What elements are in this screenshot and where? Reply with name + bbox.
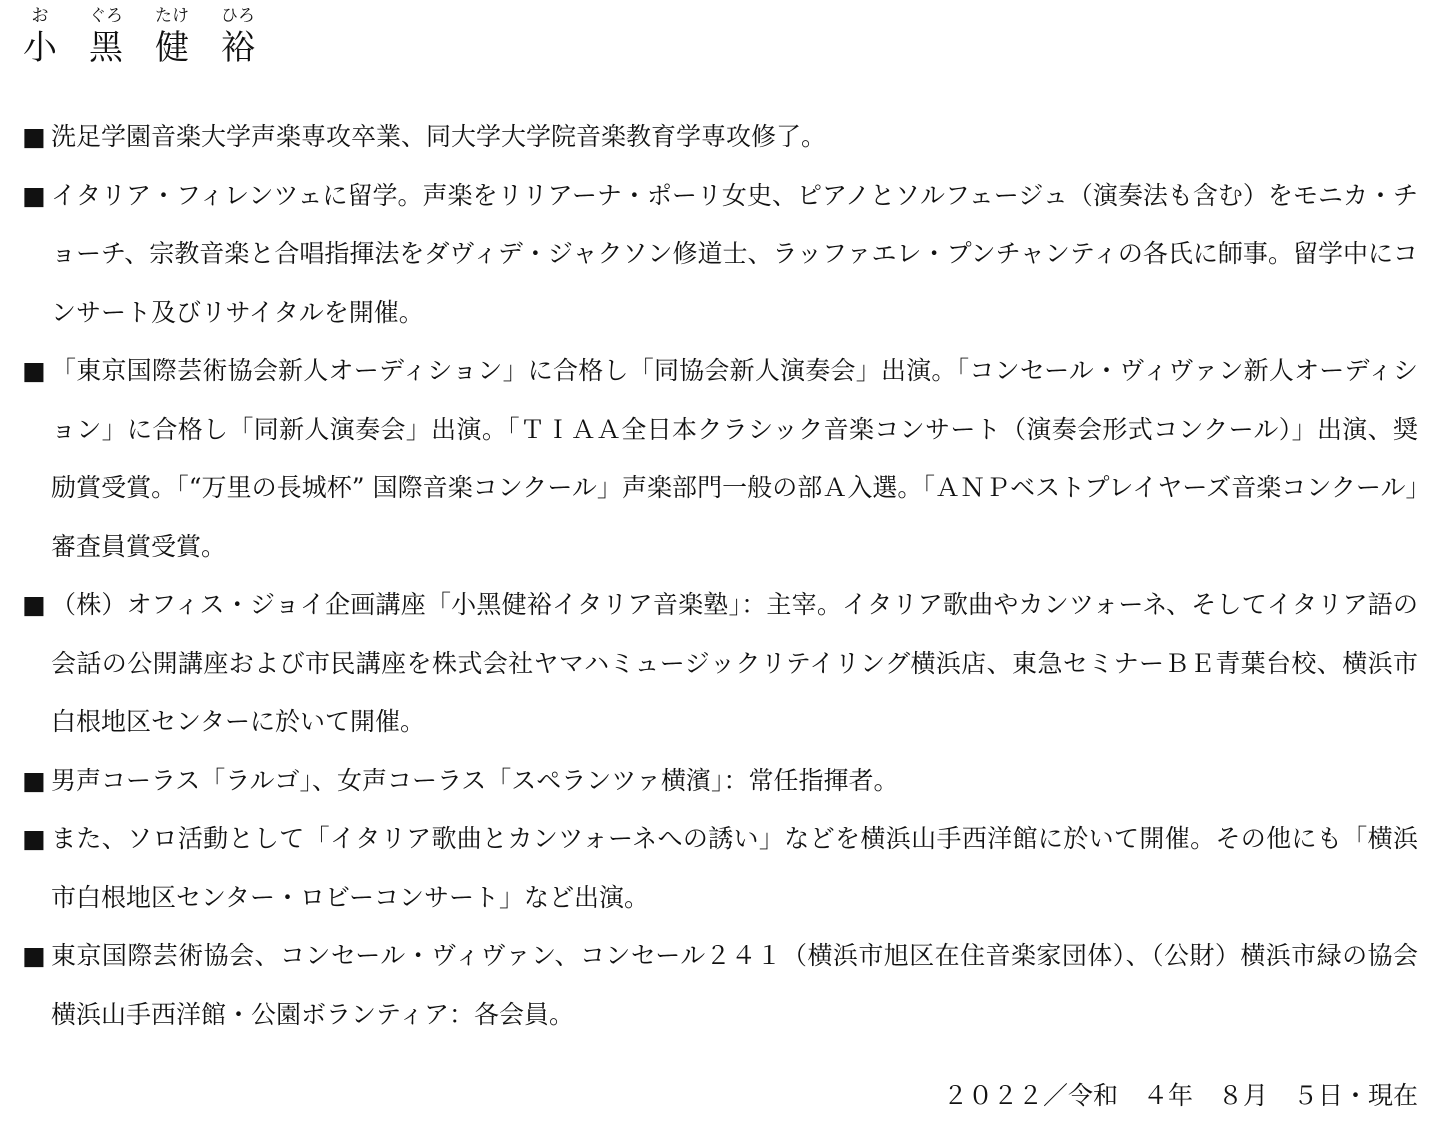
bio-item-conductor: [22, 752, 1418, 811]
bullet-icon: ■: [22, 180, 46, 210]
bio-item-education: [22, 108, 1418, 167]
bullet-icon: ■: [22, 356, 46, 385]
name-char: [150, 6, 194, 70]
bio-item-lectures: [22, 576, 1418, 752]
bullet-icon: ■: [22, 824, 46, 853]
bio-item-solo: [22, 810, 1418, 927]
name-kanji: 裕: [221, 28, 255, 68]
name-char: [216, 6, 260, 70]
name-ruby: お: [31, 6, 49, 26]
name-ruby: ぐろ: [89, 6, 123, 26]
name-kanji: 黑: [89, 28, 123, 68]
bullet-icon: ■: [22, 941, 46, 970]
name-char: [84, 6, 128, 70]
bio-text: 東京国際芸術協会、コンセール・ヴィヴァン、コンセール２４１（横浜市旭区在住音楽家団体）、（公財）横浜市緑の協会 横浜山手西洋館・公園ボランティア：各会員。: [51, 941, 1418, 1029]
name-ruby: ひろ: [221, 6, 255, 26]
bullet-icon: ■: [22, 122, 46, 151]
bio-text: （株）オフィス・ジョイ企画講座「小黑健裕イタリア音楽塾」：主宰。イタリア歌曲やカンツォーネ、そしてイタリア語の会話の公開講座および市民講座を株式会社ヤマハミュージックリテイリング横浜店、東急セミナーＢＥ青葉台校、横浜市白根地区センターに於いて開催。: [51, 590, 1418, 736]
bio-text: 「東京国際芸術協会新人オーディション」に合格し「同協会新人演奏会」出演。「コンセール・ヴィヴァン新人オーディション」に合格し「同新人演奏会」出演。「ＴＩＡＡ全日本クラシック音楽コンサート（演奏会形式コンクール）」出演、奨励賞受賞。「“万里の長城杯” 国際音楽コンクール」声楽部門一般の部Ａ入選。「ＡＮＰベストプレイヤーズ音楽コンクール」審査員賞受賞。: [51, 356, 1418, 561]
biography-list: [22, 108, 1418, 1044]
bio-text: イタリア・フィレンツェに留学。声楽をリリアーナ・ポーリ女史、ピアノとソルフェージュ（演奏法も含む）をモニカ・チョーチ、宗教音楽と合唱指揮法をダヴィデ・ジャクソン修道士、ラッファエレ・プンチャンティの各氏に師事。留学中にコンサート及びリサイタルを開催。: [51, 180, 1418, 327]
name-kanji: 健: [155, 28, 189, 68]
bio-text: 男声コーラス「ラルゴ」、女声コーラス「スペランツァ横濱」：常任指揮者。: [51, 765, 899, 795]
bullet-icon: ■: [22, 590, 46, 619]
name-ruby: たけ: [155, 6, 189, 26]
bio-item-study-abroad: [22, 167, 1418, 343]
bio-item-awards: [22, 342, 1418, 576]
bio-text: 洗足学園音楽大学声楽専攻卒業、同大学大学院音楽教育学専攻修了。: [51, 122, 827, 151]
bullet-icon: ■: [22, 765, 46, 795]
bio-item-memberships: [22, 927, 1418, 1044]
name-kanji: 小: [23, 28, 57, 68]
as-of-date: ２０２２／令和 ４年 ８月 ５日・現在: [942, 1081, 1418, 1110]
name-heading: [18, 6, 260, 70]
name-char: [18, 6, 62, 70]
bio-text: また、ソロ活動として「イタリア歌曲とカンツォーネへの誘い」などを横浜山手西洋館に於いて開催。その他にも「横浜市白根地区センター・ロビーコンサート」など出演。: [51, 824, 1418, 912]
